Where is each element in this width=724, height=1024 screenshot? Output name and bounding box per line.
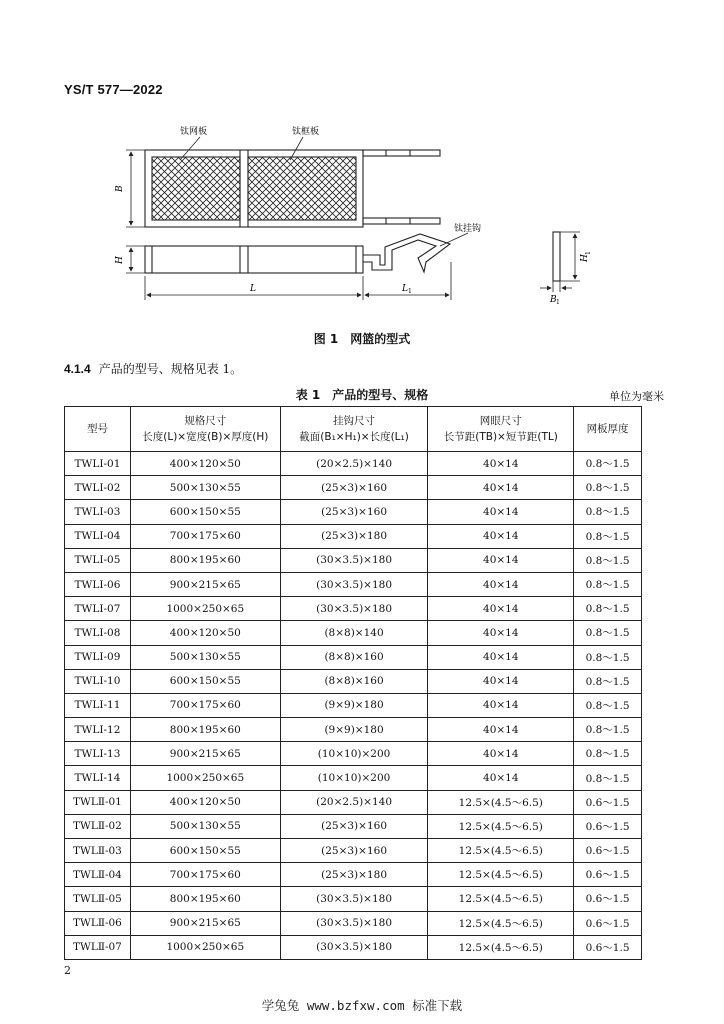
cell-size: 800×195×60: [130, 548, 280, 572]
cell-size: 400×120×50: [130, 621, 280, 645]
cell-size: 1000×250×65: [130, 766, 280, 790]
table-row: [65, 500, 642, 524]
page-number: 2: [64, 964, 71, 977]
cell-hook: (30×3.5)×180: [280, 887, 428, 911]
cell-model: TWLⅠ-06: [65, 572, 131, 596]
cell-thickness: 0.6～1.5: [574, 863, 642, 887]
hook-top-lower: [363, 218, 440, 224]
cell-size: 500×130×55: [130, 814, 280, 838]
cell-thickness: 0.6～1.5: [574, 887, 642, 911]
dim-l1-label: L: [402, 284, 408, 294]
cell-hook: (9×9)×180: [280, 718, 428, 742]
cell-thickness: 0.8～1.5: [574, 621, 642, 645]
cell-hook: (20×2.5)×140: [280, 790, 428, 814]
side-view: [145, 234, 450, 273]
cell-model: TWLⅠ-13: [65, 742, 131, 766]
cell-size: 600×150×55: [130, 839, 280, 863]
cell-hook: (30×3.5)×180: [280, 935, 428, 959]
table-row: [65, 645, 642, 669]
cell-model: TWLⅡ-04: [65, 863, 131, 887]
cell-mesh: 40×14: [428, 597, 574, 621]
table-body: [65, 452, 642, 960]
cell-mesh: 40×14: [428, 645, 574, 669]
cell-model: TWLⅠ-05: [65, 548, 131, 572]
cell-model: TWLⅡ-02: [65, 814, 131, 838]
cell-mesh: 12.5×(4.5～6.5): [428, 887, 574, 911]
cell-hook: (25×3)×160: [280, 839, 428, 863]
cell-thickness: 0.6～1.5: [574, 814, 642, 838]
clause-4-1-4: [64, 360, 242, 377]
cell-mesh: 12.5×(4.5～6.5): [428, 863, 574, 887]
col-size-header: 规格尺寸 长度(L)×宽度(B)×厚度(H): [130, 407, 280, 452]
table-row: [65, 597, 642, 621]
cell-thickness: 0.8～1.5: [574, 718, 642, 742]
cell-size: 900×215×65: [130, 572, 280, 596]
clause-number: 4.1.4: [64, 362, 91, 376]
label-mesh-plate: 钛网板: [180, 127, 208, 137]
table-row: [65, 621, 642, 645]
table-row: [65, 524, 642, 548]
dim-h-label: H: [115, 256, 125, 264]
label-hook: 钛挂钩: [454, 224, 482, 234]
table-row: [65, 452, 642, 476]
cell-thickness: 0.8～1.5: [574, 597, 642, 621]
standard-code: YS/T 577—2022: [64, 82, 163, 97]
cell-model: TWLⅡ-03: [65, 839, 131, 863]
top-view: [145, 150, 440, 227]
cell-mesh: 40×14: [428, 500, 574, 524]
cell-mesh: 40×14: [428, 621, 574, 645]
table-row: [65, 693, 642, 717]
cell-hook: (25×3)×180: [280, 524, 428, 548]
cell-model: TWLⅠ-03: [65, 500, 131, 524]
col-model-header: 型号: [65, 407, 131, 452]
table-title: 表 1 产品的型号、规格: [295, 388, 429, 402]
table-row: [65, 742, 642, 766]
dim-b1-sub: 1: [556, 299, 560, 306]
cell-thickness: 0.6～1.5: [574, 935, 642, 959]
dim-h1-sub: 1: [585, 251, 592, 255]
cell-hook: (8×8)×160: [280, 645, 428, 669]
cell-hook: (9×9)×180: [280, 693, 428, 717]
cell-mesh: 40×14: [428, 718, 574, 742]
cell-thickness: 0.8～1.5: [574, 452, 642, 476]
cell-thickness: 0.8～1.5: [574, 572, 642, 596]
cell-mesh: 40×14: [428, 524, 574, 548]
clause-text: 产品的型号、规格见表 1。: [98, 362, 243, 376]
cell-hook: (25×3)×160: [280, 814, 428, 838]
unit-note: 单位为毫米: [609, 390, 664, 403]
cell-thickness: 0.6～1.5: [574, 790, 642, 814]
footer-credit: 学兔兔 www.bzfxw.com 标准下载: [261, 998, 463, 1013]
cell-hook: (8×8)×140: [280, 621, 428, 645]
cell-model: TWLⅠ-02: [65, 476, 131, 500]
table-header-row: [65, 407, 642, 452]
cell-hook: (8×8)×160: [280, 669, 428, 693]
cell-model: TWLⅠ-08: [65, 621, 131, 645]
cell-size: 600×150×55: [130, 500, 280, 524]
cell-size: 1000×250×65: [130, 935, 280, 959]
hook-side: [363, 234, 450, 272]
cell-size: 1000×250×65: [130, 597, 280, 621]
cell-size: 800×195×60: [130, 718, 280, 742]
cell-mesh: 40×14: [428, 742, 574, 766]
table-row: [65, 839, 642, 863]
cell-size: 700×175×60: [130, 524, 280, 548]
cell-mesh: 40×14: [428, 669, 574, 693]
cell-thickness: 0.6～1.5: [574, 911, 642, 935]
cell-model: TWLⅡ-05: [65, 887, 131, 911]
table-row: [65, 669, 642, 693]
cell-size: 400×120×50: [130, 452, 280, 476]
cell-model: TWLⅠ-01: [65, 452, 131, 476]
cell-hook: (30×3.5)×180: [280, 572, 428, 596]
cell-model: TWLⅠ-12: [65, 718, 131, 742]
cell-size: 500×130×55: [130, 476, 280, 500]
cell-thickness: 0.8～1.5: [574, 500, 642, 524]
cell-thickness: 0.8～1.5: [574, 693, 642, 717]
hook-top-upper: [363, 150, 440, 156]
cell-model: TWLⅡ-06: [65, 911, 131, 935]
table-row: [65, 790, 642, 814]
cell-size: 700×175×60: [130, 863, 280, 887]
table-row: [65, 863, 642, 887]
cell-thickness: 0.6～1.5: [574, 839, 642, 863]
cell-hook: (30×3.5)×180: [280, 548, 428, 572]
table-row: [65, 814, 642, 838]
cell-size: 600×150×55: [130, 669, 280, 693]
cell-model: TWLⅡ-07: [65, 935, 131, 959]
hook-section: [553, 232, 560, 281]
cell-hook: (10×10)×200: [280, 766, 428, 790]
col-mesh-header: 网眼尺寸 长节距(TB)×短节距(TL): [428, 407, 574, 452]
cell-size: 700×175×60: [130, 693, 280, 717]
cell-model: TWLⅠ-04: [65, 524, 131, 548]
cell-hook: (25×3)×180: [280, 863, 428, 887]
col-thickness-header: 网板厚度: [574, 407, 642, 452]
cell-mesh: 12.5×(4.5～6.5): [428, 814, 574, 838]
cell-hook: (30×3.5)×180: [280, 911, 428, 935]
cell-thickness: 0.8～1.5: [574, 476, 642, 500]
cell-size: 500×130×55: [130, 645, 280, 669]
cell-hook: (25×3)×160: [280, 476, 428, 500]
table-row: [65, 476, 642, 500]
cell-mesh: 12.5×(4.5～6.5): [428, 839, 574, 863]
table-row: [65, 766, 642, 790]
cell-hook: (25×3)×160: [280, 500, 428, 524]
basket-type-figure: [0, 0, 724, 330]
cell-model: TWLⅠ-09: [65, 645, 131, 669]
cell-thickness: 0.8～1.5: [574, 742, 642, 766]
figure-caption: 图 1 网篮的型式: [313, 332, 411, 346]
cell-model: TWLⅠ-14: [65, 766, 131, 790]
cell-thickness: 0.8～1.5: [574, 548, 642, 572]
table-row: [65, 911, 642, 935]
cell-thickness: 0.8～1.5: [574, 645, 642, 669]
cell-model: TWLⅡ-01: [65, 790, 131, 814]
cell-size: 900×215×65: [130, 742, 280, 766]
dim-b1-label: B: [550, 295, 557, 305]
label-frame-plate: 钛框板: [292, 127, 320, 137]
cell-thickness: 0.8～1.5: [574, 669, 642, 693]
cell-model: TWLⅠ-07: [65, 597, 131, 621]
cell-thickness: 0.8～1.5: [574, 524, 642, 548]
cell-model: TWLⅠ-11: [65, 693, 131, 717]
cell-mesh: 40×14: [428, 548, 574, 572]
cell-thickness: 0.8～1.5: [574, 766, 642, 790]
cell-size: 800×195×60: [130, 887, 280, 911]
cell-model: TWLⅠ-10: [65, 669, 131, 693]
cell-mesh: 40×14: [428, 476, 574, 500]
table-row: [65, 887, 642, 911]
mesh-panel-right: [248, 157, 356, 220]
table-row: [65, 935, 642, 959]
dim-l1-sub: 1: [408, 288, 412, 295]
dim-l-label: L: [250, 284, 256, 294]
cell-mesh: 12.5×(4.5～6.5): [428, 935, 574, 959]
table-row: [65, 572, 642, 596]
cell-hook: (20×2.5)×140: [280, 452, 428, 476]
table-row: [65, 548, 642, 572]
cell-hook: (10×10)×200: [280, 742, 428, 766]
cell-mesh: 12.5×(4.5～6.5): [428, 790, 574, 814]
col-hook-header: 挂钩尺寸 截面(B₁×H₁)×长度(L₁): [280, 407, 428, 452]
dim-b-label: B: [115, 185, 125, 192]
dim-h1-label: H: [580, 254, 590, 262]
cell-mesh: 40×14: [428, 452, 574, 476]
cell-mesh: 40×14: [428, 693, 574, 717]
table-row: [65, 718, 642, 742]
cell-hook: (30×3.5)×180: [280, 597, 428, 621]
spec-table: [64, 406, 642, 960]
cell-size: 900×215×65: [130, 911, 280, 935]
cell-size: 400×120×50: [130, 790, 280, 814]
mesh-panel-left: [152, 157, 240, 220]
cell-mesh: 12.5×(4.5～6.5): [428, 911, 574, 935]
cell-mesh: 40×14: [428, 766, 574, 790]
cell-mesh: 40×14: [428, 572, 574, 596]
